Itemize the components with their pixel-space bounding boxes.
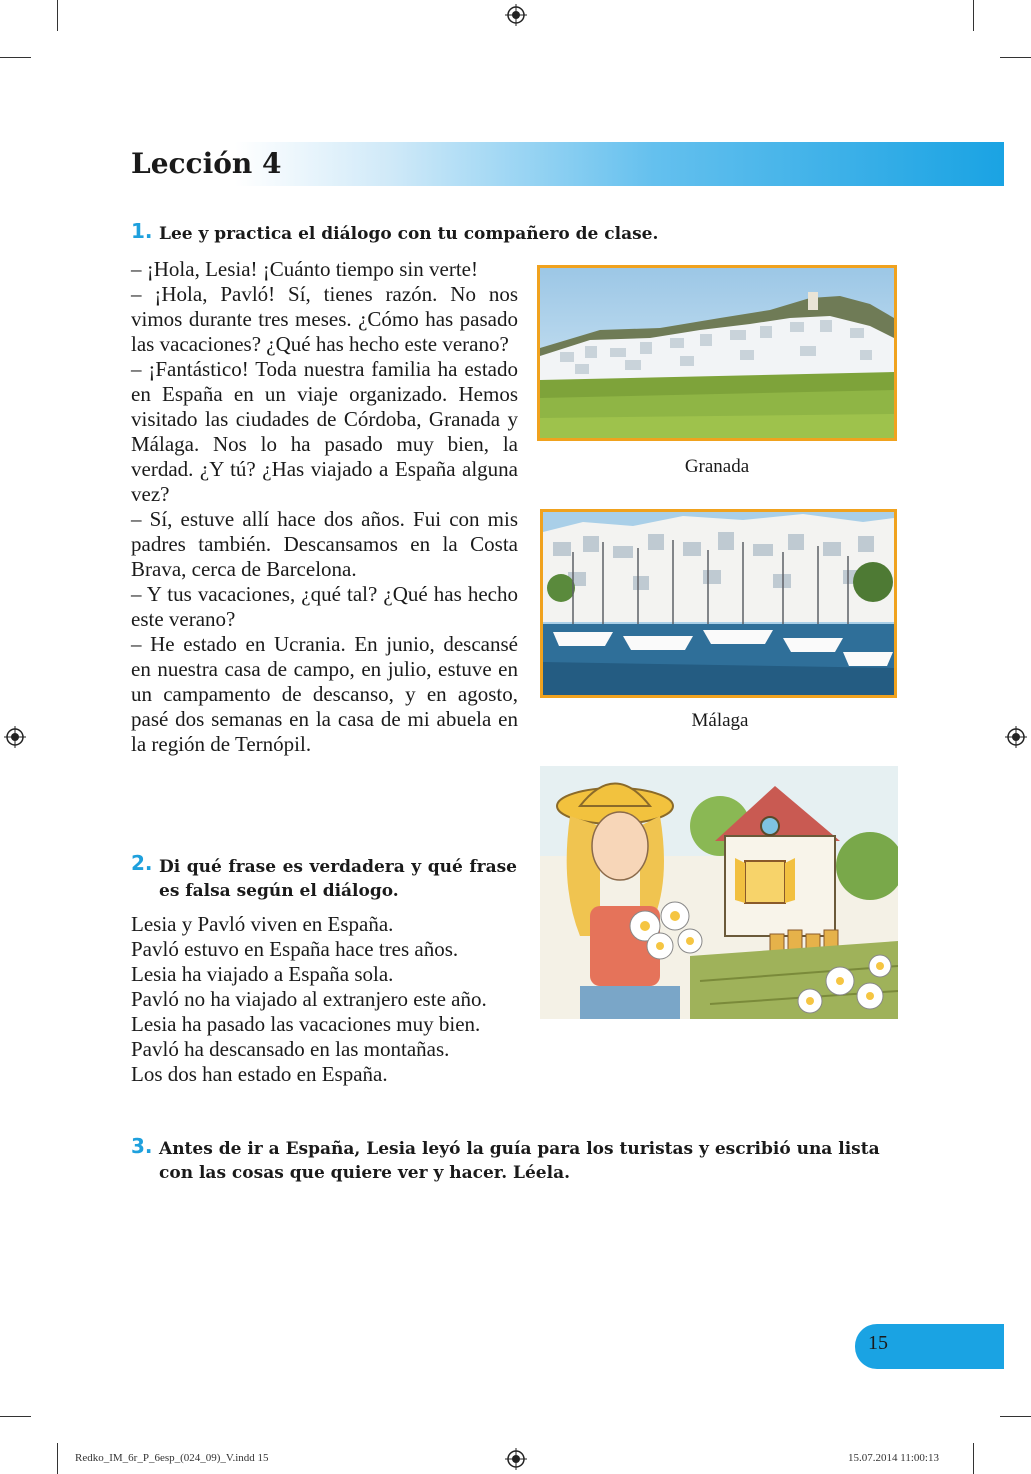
crop-mark [0,57,31,58]
girl-with-flowers-illustration [540,766,898,1019]
print-slug-date: 15.07.2014 11:00:13 [848,1452,939,1464]
crop-mark [57,1443,58,1474]
crop-mark [0,1416,31,1417]
dialog-line: – He estado en Ucrania. En junio, descansé en nuestra casa de campo, en julio, estuve en un campamento de descanso, y en agosto, pasé dos semanas en la casa de mi abuela en la región de Ternópil. [131,632,518,756]
crop-mark [973,0,974,31]
malaga-caption: Málaga [691,710,749,731]
crop-mark [973,1443,974,1474]
registration-mark-icon [1005,726,1027,748]
dialog-line: – Y tus vacaciones, ¿qué tal? ¿Qué has hecho este verano? [131,582,518,631]
exercise-instruction: Antes de ir a España, Lesia leyó la guía para los turistas y escribió una lista con las cosas que quiere ver y hacer. Léela. [159,1139,880,1183]
statement: Pavló estuvo en España hace tres años. [131,937,459,961]
crop-mark [1000,57,1031,58]
exercise-number: 1. [131,219,153,243]
crop-mark [1000,1416,1031,1417]
registration-mark-icon [4,726,26,748]
registration-mark-icon [505,4,527,26]
dialog-line: – ¡Hola, Lesia! ¡Cuánto tiempo sin verte! [131,257,478,281]
exercise-instruction: Di qué frase es verdadera y qué frase es falsa según el diálogo. [159,857,517,901]
exercise-instruction: Lee y practica el diálogo con tu compañero de clase. [159,224,659,244]
statements-list [131,912,551,1087]
registration-mark-icon [505,1448,527,1470]
dialog-line: – ¡Fantástico! Toda nuestra familia ha estado en España en un viaje organizado. Hemos visitado las ciudades de Córdoba, Granada y Málaga. Nos lo ha pasado muy bien, la verdad. ¿Y tú? ¿Has viajado a España alguna vez? [131,357,518,506]
statement: Pavló ha descansado en las montañas. [131,1037,450,1061]
exercise-number: 2. [131,851,153,875]
granada-caption: Granada [684,456,750,477]
print-slug-filename: Redko_IM_6r_P_6esp_(024_09)_V.indd 15 [75,1452,269,1464]
dialog-line: – Sí, estuve allí hace dos años. Fui con mis padres también. Descansamos en la Costa Brava, cerca de Barcelona. [131,507,518,581]
dialog-line: – ¡Hola, Pavló! Sí, tienes razón. No nos vimos durante tres meses. ¿Cómo has pasado las vacaciones? ¿Qué has hecho este verano? [131,282,518,356]
statement: Lesia y Pavló viven en España. [131,912,394,936]
exercise-number: 3. [131,1134,153,1158]
statement: Lesia ha pasado las vacaciones muy bien. [131,1012,481,1036]
statement: Pavló no ha viajado al extranjero este año. [131,987,487,1011]
granada-photo [537,265,897,441]
statement: Los dos han estado en España. [131,1062,388,1086]
statement: Lesia ha viajado a España sola. [131,962,394,986]
malaga-photo [540,509,897,698]
page-number: 15 [868,1332,888,1354]
dialog-text [131,257,518,757]
lesson-title: Lección 4 [131,147,282,180]
crop-mark [57,0,58,31]
